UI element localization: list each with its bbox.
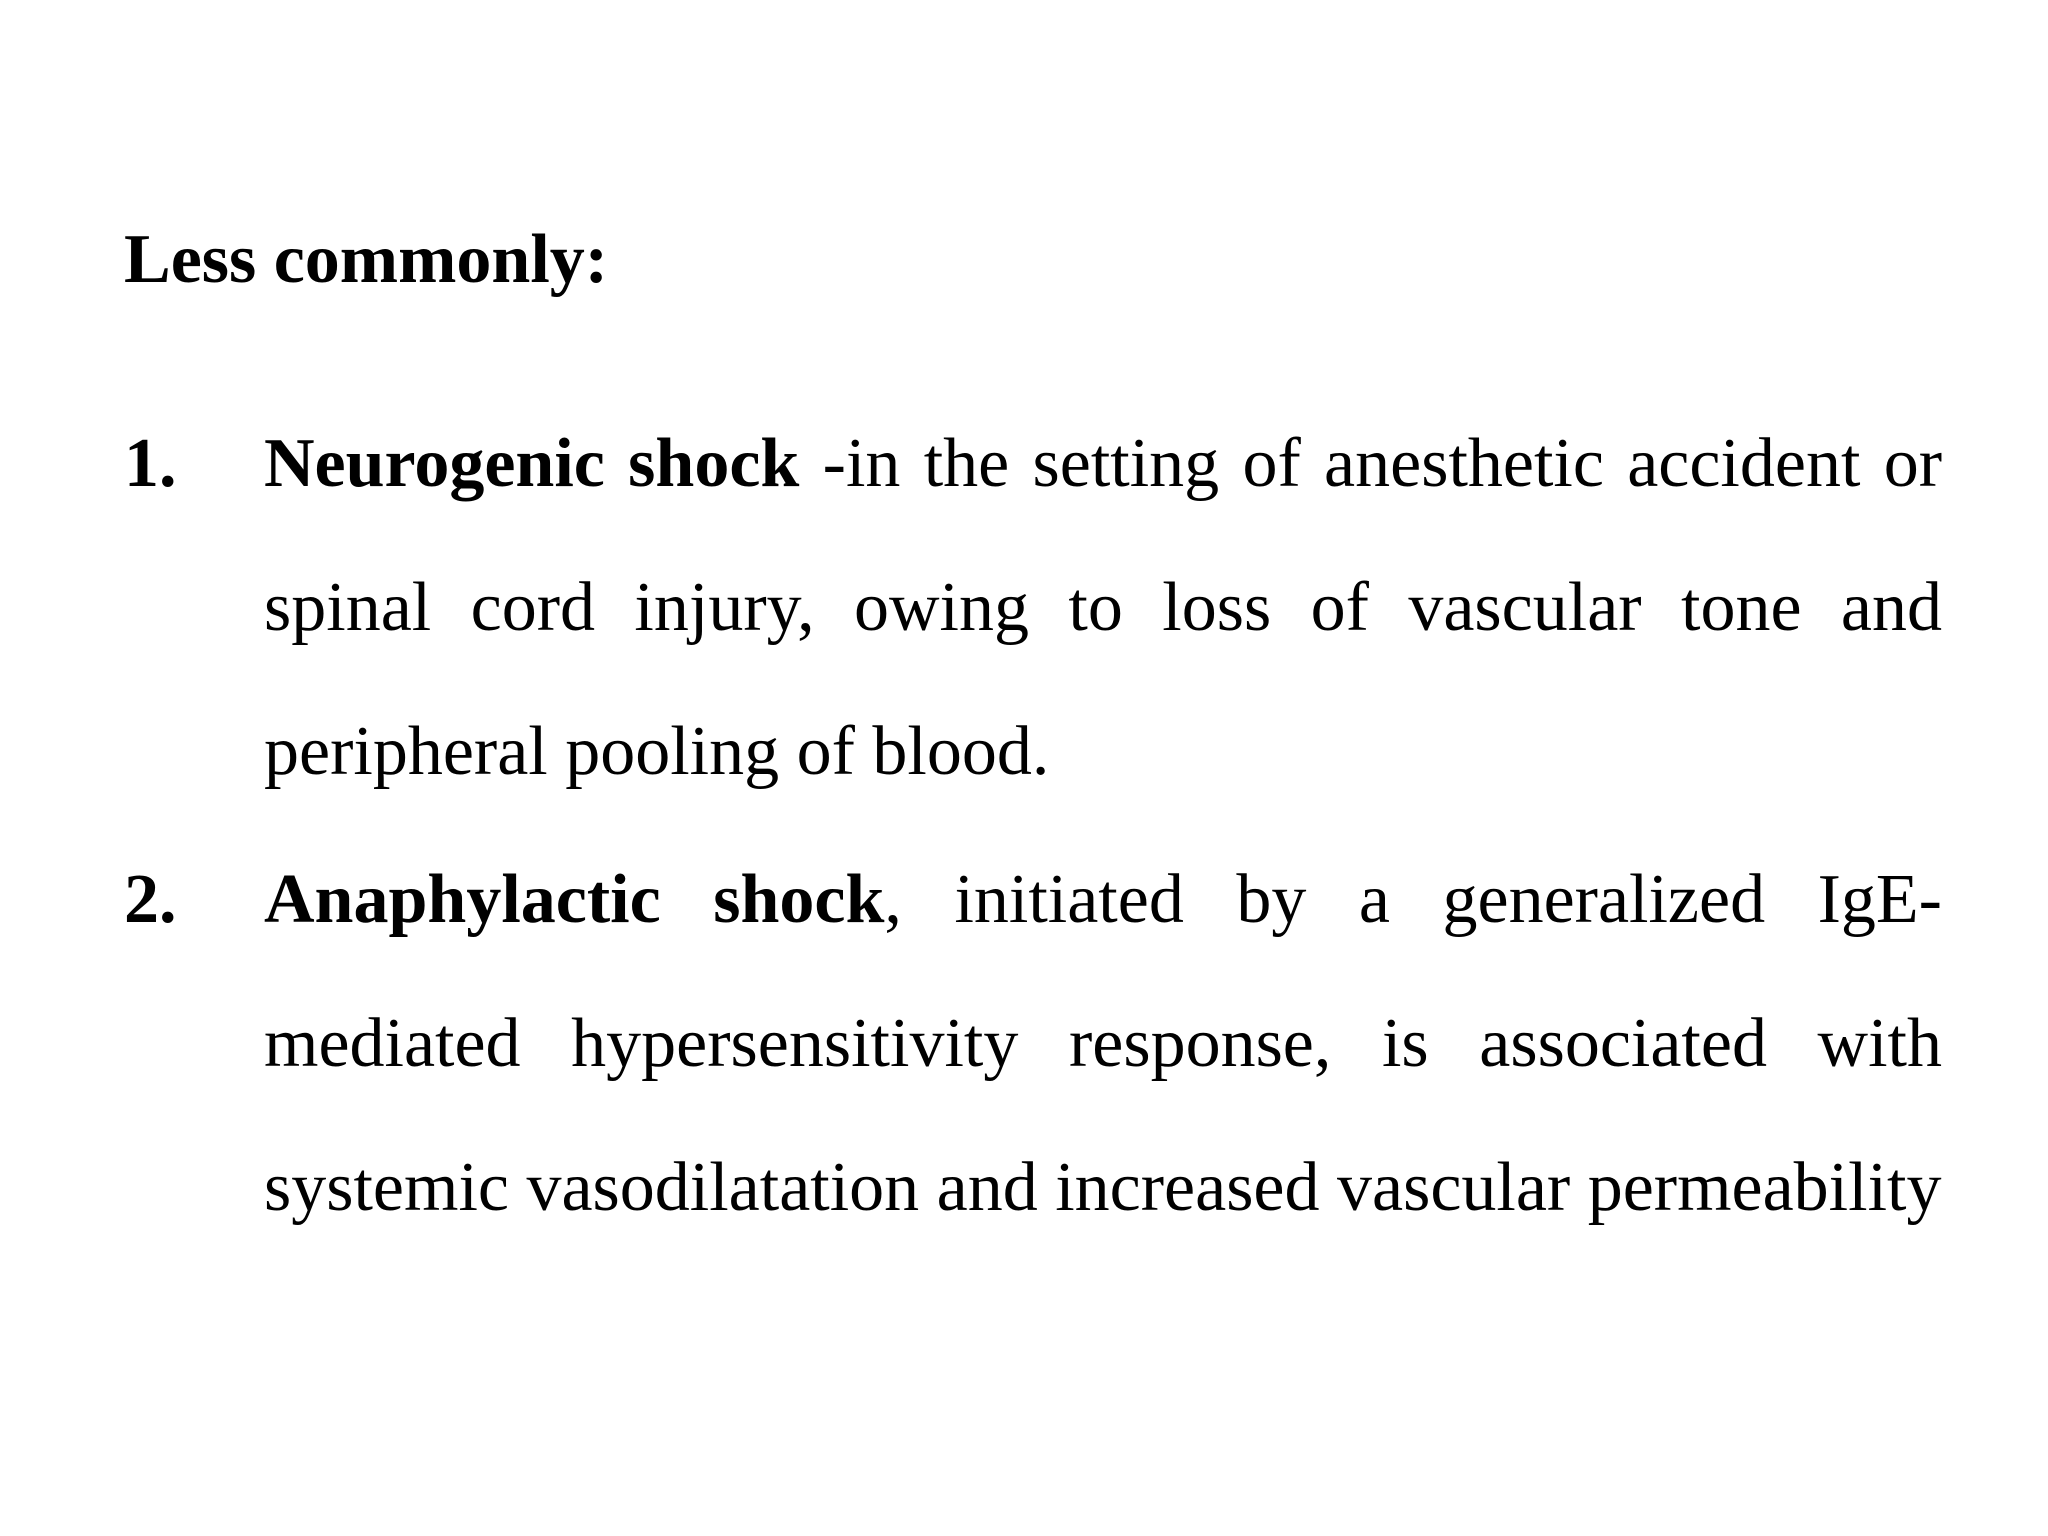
list-item-description: -in the setting of anesthetic accident or spinal cord injury, owing to loss of vascular tone and peripheral pooling of blood.: [264, 425, 1942, 790]
list-item-number: 2.: [124, 861, 177, 938]
list-item-anaphylactic-shock: [124, 828, 1942, 1260]
list-item-neurogenic-shock: [124, 392, 1942, 824]
list-item-number: 1.: [124, 425, 177, 502]
shock-types-list: [124, 392, 1942, 1264]
slide-heading: Less commonly:: [124, 221, 609, 298]
list-item-text: [264, 392, 1942, 824]
list-item-description: , initiated by a generalized IgE-mediated hypersensitivity response, is associated with systemic vasodilatation and increased vascular permeability: [264, 861, 1942, 1226]
list-item-text: [264, 828, 1942, 1260]
list-item-term: Neurogenic shock: [264, 425, 800, 502]
list-item-term: Anaphylactic shock: [264, 861, 885, 938]
